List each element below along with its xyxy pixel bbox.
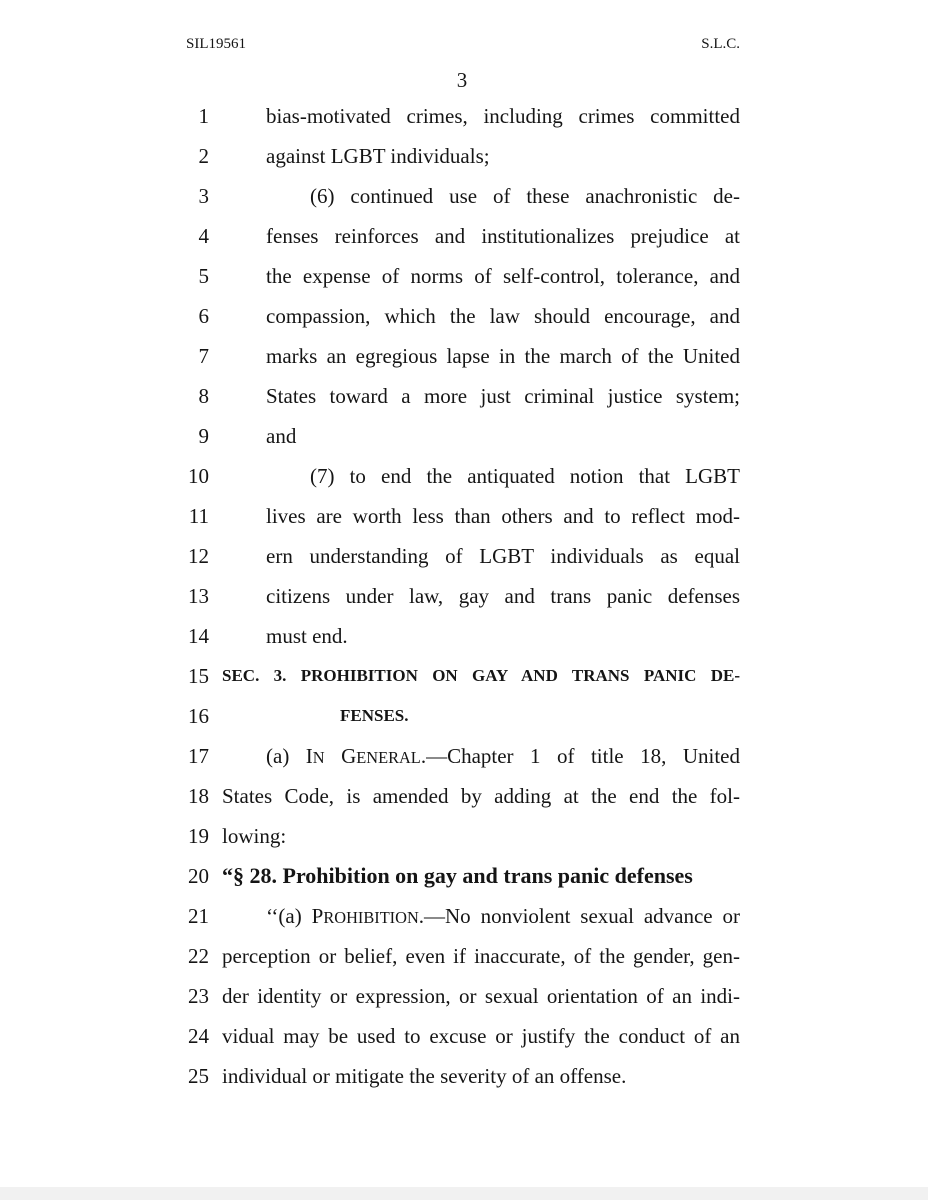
- subsection-label: ‘‘(a): [266, 904, 302, 928]
- line-text: [266, 736, 740, 778]
- line-number: 24: [188, 1024, 209, 1048]
- line-number: 2: [198, 144, 209, 168]
- line-1: [0, 96, 928, 136]
- line-text: (6) continued use of these anachronistic de-: [310, 184, 740, 208]
- line-number: 25: [188, 1064, 209, 1088]
- line-number: 18: [188, 784, 209, 808]
- line-number: 11: [188, 504, 209, 528]
- line-2: [0, 136, 928, 176]
- subsection-heading: IN GENERAL: [305, 744, 421, 768]
- line-15: [0, 656, 928, 696]
- line-number: 6: [198, 304, 209, 328]
- line-number: 5: [198, 264, 209, 288]
- line-7: [0, 336, 928, 376]
- line-20: [0, 856, 928, 896]
- line-10: [0, 456, 928, 496]
- line-24: [0, 1016, 928, 1056]
- line-8: [0, 376, 928, 416]
- line-25: [0, 1056, 928, 1096]
- line-text: (7) to end the antiquated notion that LGBT: [310, 464, 740, 488]
- line-3: [0, 176, 928, 216]
- line-text: must end.: [266, 624, 348, 648]
- line-number: 14: [188, 624, 209, 648]
- line-6: [0, 296, 928, 336]
- line-text: perception or belief, even if inaccurate, of the gender, gen-: [222, 944, 740, 968]
- subsection-heading: PROHIBITION: [311, 904, 419, 928]
- section-heading-continued: FENSES.: [340, 706, 409, 725]
- line-number: 4: [198, 224, 209, 248]
- line-number: 16: [188, 704, 209, 728]
- line-13: [0, 576, 928, 616]
- line-18: [0, 776, 928, 816]
- line-number: 19: [188, 824, 209, 848]
- line-text: bias-motivated crimes, including crimes committed: [266, 104, 740, 128]
- line-text-rest: .—No nonviolent sexual advance or: [418, 904, 741, 928]
- line-number: 12: [188, 544, 209, 568]
- line-number: 23: [188, 984, 209, 1008]
- line-5: [0, 256, 928, 296]
- page-number: 3: [456, 68, 468, 92]
- line-12: [0, 536, 928, 576]
- line-number: 9: [198, 424, 209, 448]
- line-19: [0, 816, 928, 856]
- subsection-label: (a): [266, 744, 290, 768]
- line-16: [0, 696, 928, 736]
- line-14: [0, 616, 928, 656]
- document-id: SIL19561: [186, 36, 246, 52]
- line-text: individual or mitigate the severity of an offense.: [222, 1064, 627, 1088]
- line-text: States Code, is amended by adding at the end the fol-: [222, 784, 740, 808]
- section-heading: SEC. 3. PROHIBITION ON GAY AND TRANS PANIC DE-: [222, 666, 740, 685]
- line-text: the expense of norms of self-control, tolerance, and: [266, 264, 740, 288]
- line-text-rest: .—Chapter 1 of title 18, United: [420, 744, 740, 768]
- line-text: fenses reinforces and institutionalizes prejudice at: [266, 224, 740, 248]
- line-number: 15: [188, 664, 209, 688]
- line-17: [0, 736, 928, 776]
- line-number: 7: [198, 344, 209, 368]
- line-21: [0, 896, 928, 936]
- line-23: [0, 976, 928, 1016]
- line-text: lowing:: [222, 824, 287, 848]
- line-text: der identity or expression, or sexual orientation of an indi-: [222, 984, 740, 1008]
- line-number: 13: [188, 584, 209, 608]
- line-text: citizens under law, gay and trans panic defenses: [266, 584, 740, 608]
- line-text: and: [266, 424, 297, 448]
- document-code: S.L.C.: [701, 36, 740, 52]
- line-number: 22: [188, 944, 209, 968]
- line-22: [0, 936, 928, 976]
- line-number: 17: [188, 744, 209, 768]
- line-text: ern understanding of LGBT individuals as equal: [266, 544, 740, 568]
- line-number: 10: [188, 464, 209, 488]
- line-text: compassion, which the law should encourage, and: [266, 304, 740, 328]
- line-number: 1: [198, 104, 209, 128]
- line-number: 3: [198, 184, 209, 208]
- page-bottom-edge: [0, 1187, 928, 1200]
- line-text: lives are worth less than others and to reflect mod-: [266, 504, 740, 528]
- line-11: [0, 496, 928, 536]
- line-number: 21: [188, 904, 209, 928]
- line-text: States toward a more just criminal justice system;: [266, 384, 740, 408]
- line-9: [0, 416, 928, 456]
- line-number: 20: [188, 864, 209, 888]
- line-text: vidual may be used to excuse or justify the conduct of an: [222, 1024, 740, 1048]
- line-text: marks an egregious lapse in the march of the United: [266, 344, 740, 368]
- line-text: against LGBT individuals;: [266, 144, 490, 168]
- line-text: [266, 896, 740, 938]
- line-4: [0, 216, 928, 256]
- line-number: 8: [198, 384, 209, 408]
- code-section-heading: “§ 28. Prohibition on gay and trans panic defenses: [222, 863, 693, 888]
